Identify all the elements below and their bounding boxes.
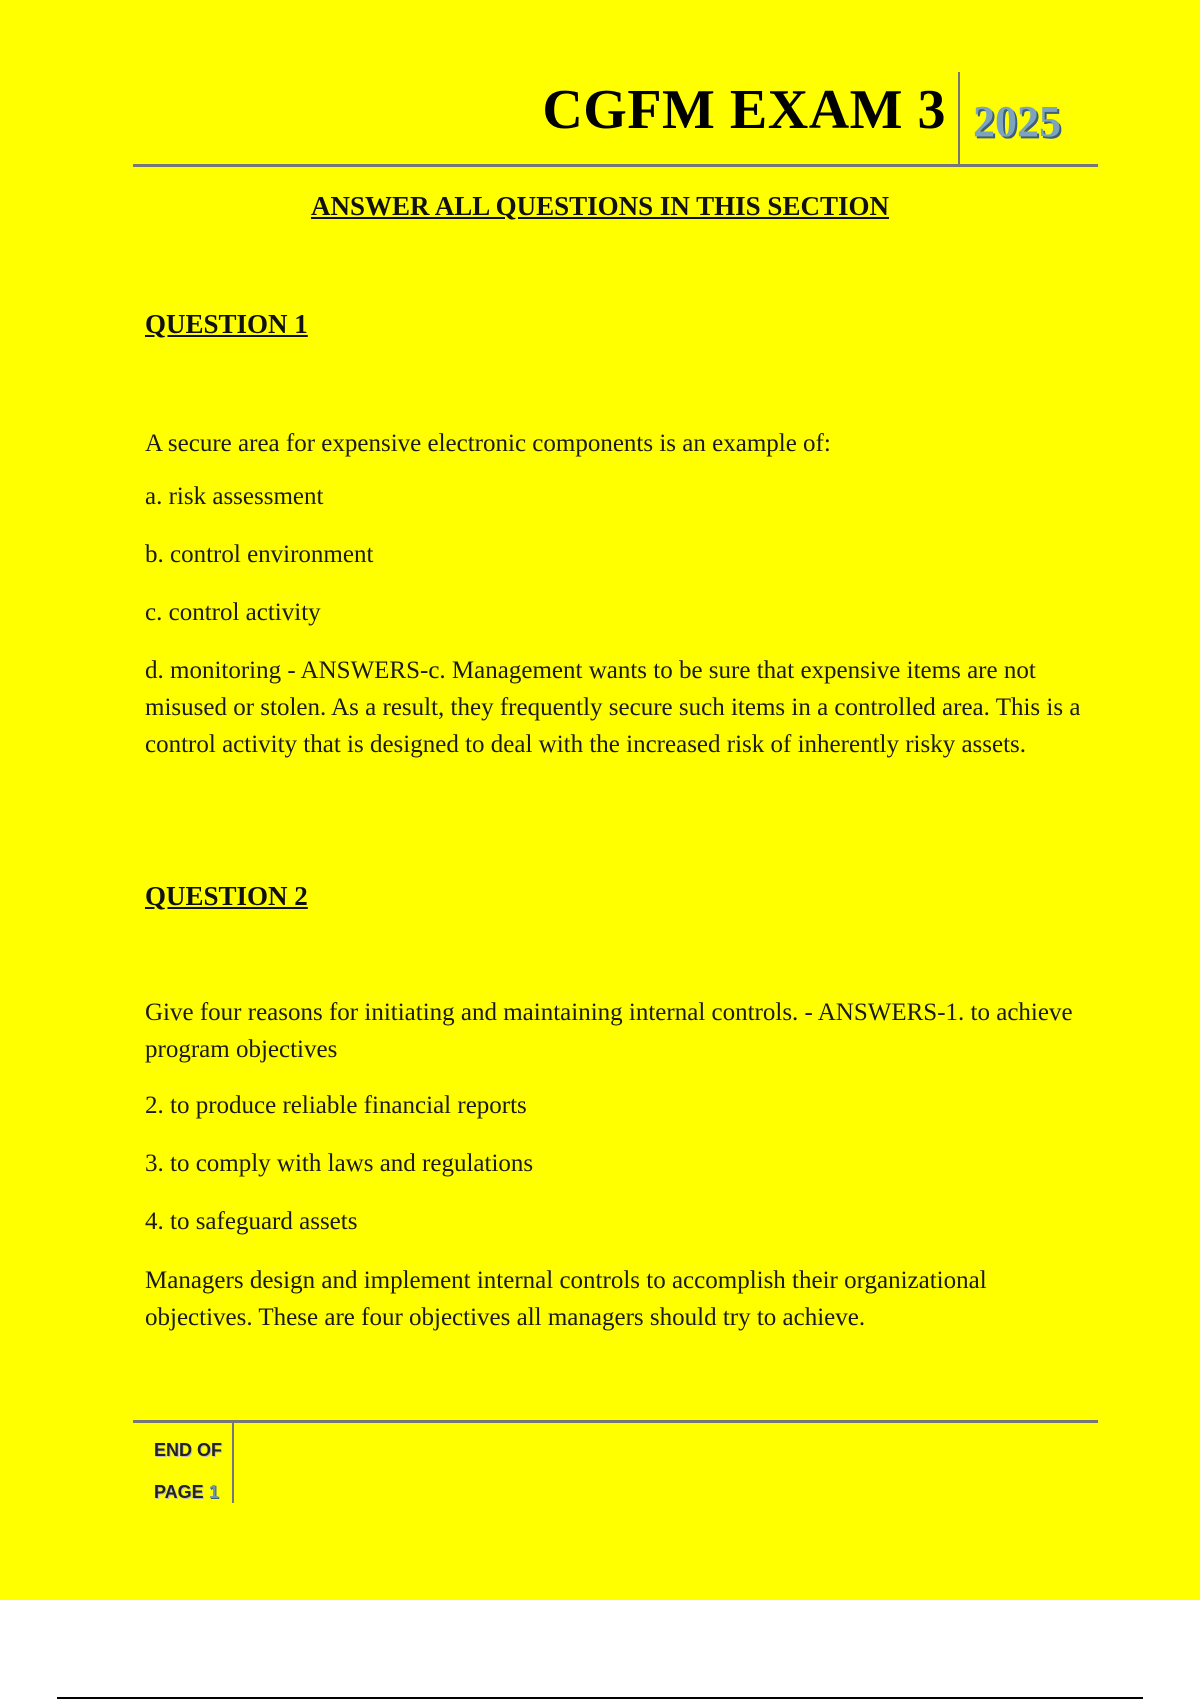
question-1-option-d-answer: d. monitoring - ANSWERS-c. Management wants to be sure that expensive items are not misused or stolen. As a result, they frequently secure such items in a controlled area. This is a control activity that is designed to deal with the increased risk of inherently risky assets. xyxy=(145,657,1081,758)
question-2-explanation: Managers design and implement internal controls to accomplish their organizational objectives. These are four objectives all managers should try to achieve. xyxy=(145,1267,987,1331)
footer-page-label xyxy=(154,1483,219,1501)
footer-page-prefix: PAGE xyxy=(154,1482,209,1502)
question-2-reason-2: 2. to produce reliable financial reports xyxy=(145,1092,527,1119)
question-1-prompt: A secure area for expensive electronic components is an example of: xyxy=(145,430,831,457)
question-2-prompt-answer: Give four reasons for initiating and maintaining internal controls. - ANSWERS-1. to achieve program objectives xyxy=(145,999,1073,1063)
document-header xyxy=(133,72,1098,167)
question-2-reason-3: 3. to comply with laws and regulations xyxy=(145,1150,534,1177)
footer-page-number: 1 xyxy=(208,1482,219,1502)
question-1-option-b: b. control environment xyxy=(145,541,374,568)
question-1-option-a: a. risk assessment xyxy=(145,483,324,510)
section-heading: ANSWER ALL QUESTIONS IN THIS SECTION xyxy=(311,191,889,221)
question-2-reason-4: 4. to safeguard assets xyxy=(145,1208,358,1235)
header-divider xyxy=(958,72,960,164)
exam-title: CGFM EXAM 3 xyxy=(542,79,946,141)
question-2-title: QUESTION 2 xyxy=(145,881,308,911)
exam-year: 2025 xyxy=(973,97,1061,146)
question-1-title: QUESTION 1 xyxy=(145,309,308,339)
footer-divider xyxy=(232,1423,234,1503)
question-1-option-c: c. control activity xyxy=(145,599,321,626)
bottom-rule xyxy=(57,1697,1143,1699)
footer-end-of: END OF xyxy=(154,1440,223,1460)
page-footer xyxy=(133,1420,1098,1503)
